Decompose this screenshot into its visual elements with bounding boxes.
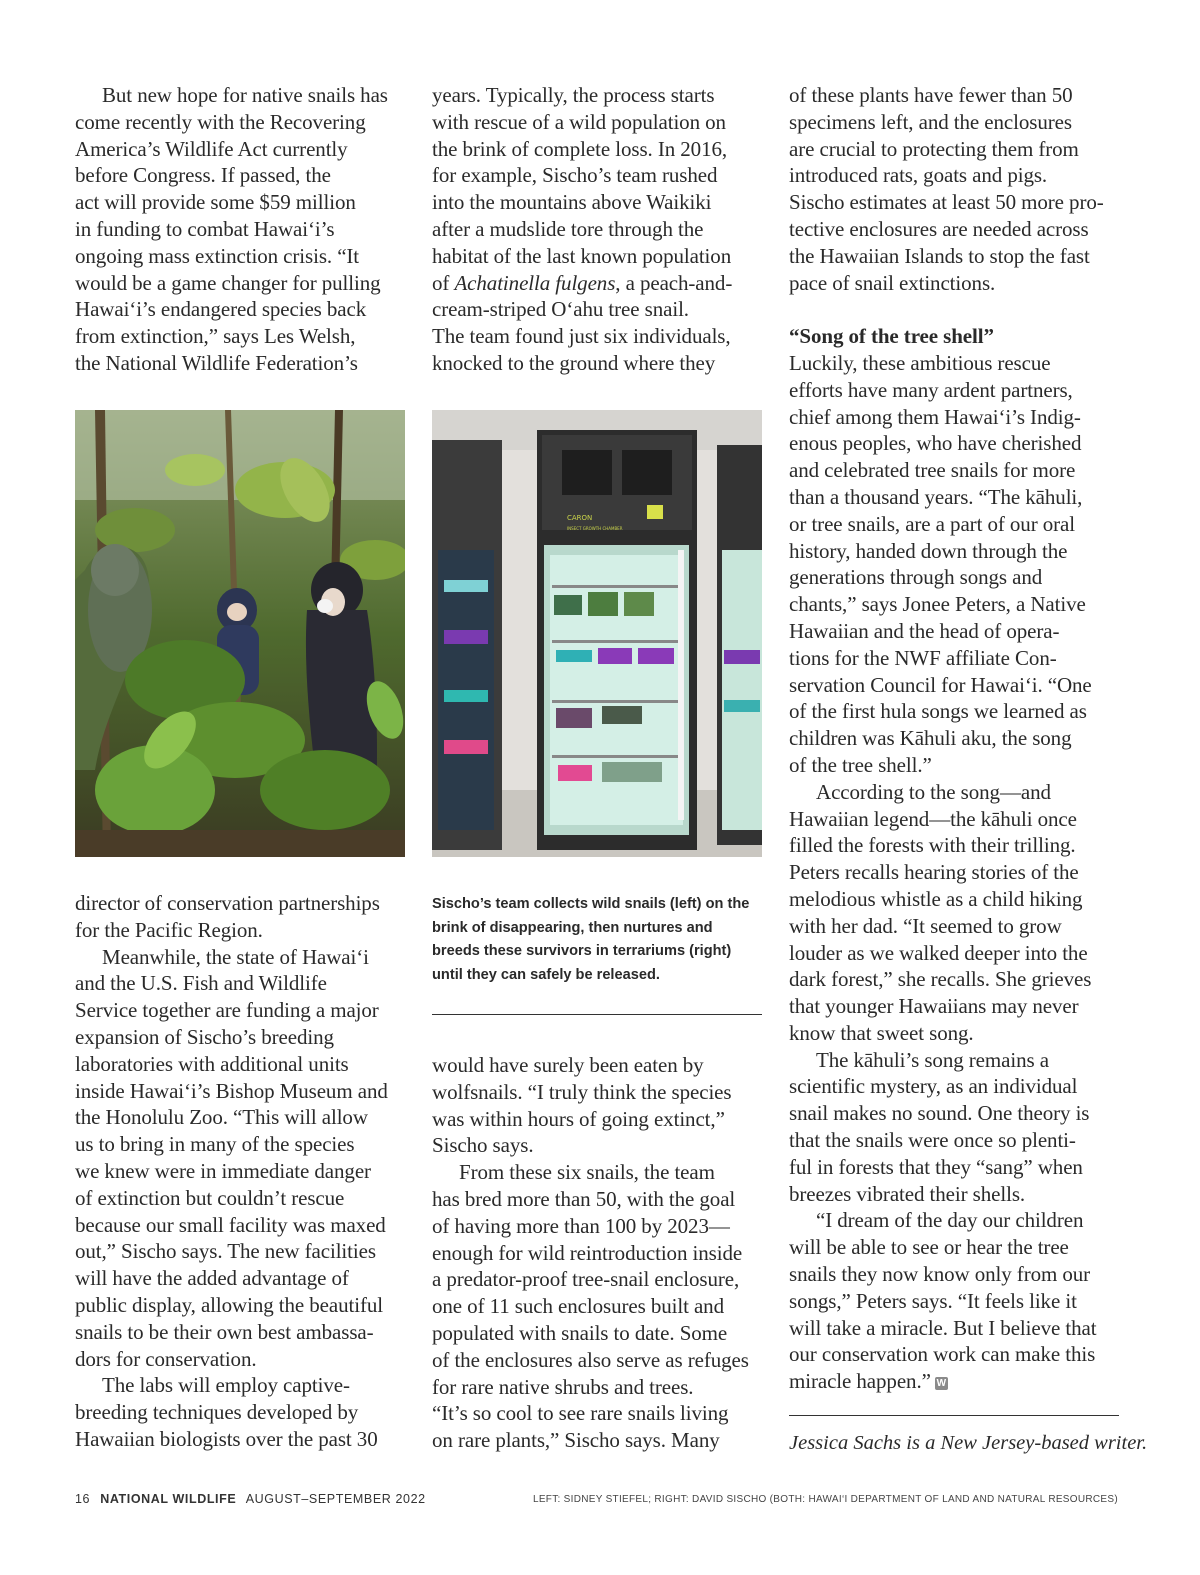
text-line: From these six snails, the team <box>459 1160 715 1185</box>
text-line: “It’s so cool to see rare snails living <box>432 1401 729 1426</box>
text-line: pace of snail extinctions. <box>789 270 996 295</box>
text-line: us to bring in many of the species <box>75 1132 355 1157</box>
text-line: inside Hawai‘i’s Bishop Museum and <box>75 1078 388 1103</box>
spacer-line <box>789 296 1104 323</box>
text-line: The labs will employ captive- <box>102 1373 350 1398</box>
text-line: because our small facility was maxed <box>75 1212 386 1237</box>
text-line: the Honolulu Zoo. “This will allow <box>75 1105 368 1130</box>
text-line: will have the added advantage of <box>75 1266 349 1291</box>
text-line: cream-striped O‘ahu tree snail. <box>432 297 689 322</box>
text-line: knocked to the ground where they <box>432 350 716 375</box>
text-line: know that sweet song. <box>789 1020 974 1045</box>
text-line: on rare plants,” Sischo says. Many <box>432 1428 720 1453</box>
text-line: melodious whistle as a child hiking <box>789 886 1083 911</box>
text-line: tective enclosures are needed across <box>789 216 1089 241</box>
text-line: and the U.S. Fish and Wildlife <box>75 971 327 996</box>
text-line: The team found just six individuals, <box>432 324 731 349</box>
text-line: will take a miracle. But I believe that <box>789 1315 1097 1340</box>
forest-illustration <box>75 410 405 857</box>
text-line: chief among them Hawai‘i’s Indig- <box>789 404 1081 429</box>
byline-divider <box>789 1415 1119 1416</box>
text-line: has bred more than 50, with the goal <box>432 1186 736 1211</box>
text-line: our conservation work can make this <box>789 1342 1096 1367</box>
text-line: we knew were in immediate danger <box>75 1158 371 1183</box>
text-line: for the Pacific Region. <box>75 917 263 942</box>
text-line: of these plants have fewer than 50 <box>789 83 1073 107</box>
text-line: was within hours of going extinct,” <box>432 1106 725 1131</box>
column-2-bottom <box>432 1052 749 1454</box>
text-line: come recently with the Recovering <box>75 109 366 134</box>
subheading: “Song of the tree shell” <box>789 324 994 349</box>
text-line <box>789 1368 1104 1395</box>
text-line: are crucial to protecting them from <box>789 136 1079 161</box>
text-line: According to the song—and <box>816 779 1051 804</box>
photo-caption: Sischo’s team collects wild snails (left) on the brink of disappearing, then nurtures and breeds these survivors in terrariums (right) until they can safely be released. <box>432 896 750 983</box>
column-1-top <box>75 82 388 377</box>
text-line: into the mountains above Waikiki <box>432 190 712 215</box>
column-1-bottom <box>75 890 388 1453</box>
column-2-top <box>432 82 732 377</box>
text-line: filled the forests with their trilling. <box>789 833 1076 858</box>
text-line: Meanwhile, the state of Hawai‘i <box>102 944 369 969</box>
text-line: a predator-proof tree-snail enclosure, <box>432 1267 740 1292</box>
text-line: Hawai‘i’s endangered species back <box>75 297 367 322</box>
text-line: that the snails were once so plenti- <box>789 1128 1076 1153</box>
text-line: from extinction,” says Les Welsh, <box>75 324 356 349</box>
photo-credits: LEFT: SIDNEY STIEFEL; RIGHT: DAVID SISCHO (BOTH: HAWAI‘I DEPARTMENT OF LAND AND NATURAL RESOURCES) <box>532 1494 1118 1505</box>
text-line: the National Wildlife Federation’s <box>75 350 358 375</box>
column-3 <box>789 82 1104 1395</box>
text-line: or tree snails, are a part of our oral <box>789 511 1075 536</box>
caption-divider <box>432 1014 762 1015</box>
text-line: Hawaiian and the head of opera- <box>789 618 1060 643</box>
text-line: would be a game changer for pulling <box>75 270 381 295</box>
text-line: ongoing mass extinction crisis. “It <box>75 243 360 268</box>
text-line: Service together are funding a major <box>75 998 379 1023</box>
text-line: scientific mystery, as an individual <box>789 1074 1078 1099</box>
text-line: with rescue of a wild population on <box>432 109 726 134</box>
text-line: for example, Sischo’s team rushed <box>432 163 718 188</box>
issue-date: AUGUST–SEPTEMBER 2022 <box>245 1492 426 1506</box>
text-line: servation Council for Hawai‘i. “One <box>789 672 1092 697</box>
chamber-model-label: INSECT GROWTH CHAMBER <box>567 526 623 531</box>
page-footer <box>75 1492 426 1506</box>
photo-forest-snail-collection <box>75 410 405 857</box>
photo-growth-chambers <box>432 410 762 857</box>
text-line: will be able to see or hear the tree <box>789 1235 1069 1260</box>
text-line: of having more than 100 by 2023— <box>432 1213 730 1238</box>
chamber-illustration <box>432 410 762 857</box>
text-line: dark forest,” she recalls. She grieves <box>789 967 1092 992</box>
text-run: miracle happen.” <box>789 1369 931 1394</box>
text-line: of the enclosures also serve as refuges <box>432 1347 749 1372</box>
text-line: dors for conservation. <box>75 1346 257 1371</box>
text-line: history, handed down through the <box>789 538 1068 563</box>
text-line: act will provide some $59 million <box>75 190 356 215</box>
text-line: Sischo estimates at least 50 more pro- <box>789 190 1104 215</box>
text-line: expansion of Sischo’s breeding <box>75 1024 334 1049</box>
byline: Jessica Sachs is a New Jersey-based writer. <box>789 1432 1148 1454</box>
text-line: snails they now know only from our <box>789 1262 1091 1287</box>
text-line: with her dad. “It seemed to grow <box>789 913 1062 938</box>
text-line: Sischo says. <box>432 1133 534 1158</box>
text-line: laboratories with additional units <box>75 1051 349 1076</box>
text-line: efforts have many ardent partners, <box>789 377 1073 402</box>
text-line: the brink of complete loss. In 2016, <box>432 136 728 161</box>
text-line: of the first hula songs we learned as <box>789 699 1087 724</box>
text-line: generations through songs and <box>789 565 1043 590</box>
text-line: one of 11 such enclosures built and <box>432 1294 724 1319</box>
text-line: public display, allowing the beautiful <box>75 1292 384 1317</box>
text-line: Luckily, these ambitious rescue <box>789 350 1051 375</box>
text-line: that younger Hawaiians may never <box>789 994 1079 1019</box>
text-line: Peters recalls hearing stories of the <box>789 860 1079 885</box>
text-line: songs,” Peters says. “It feels like it <box>789 1288 1077 1313</box>
text-line: snails to be their own best ambassa- <box>75 1319 374 1344</box>
text-line: would have surely been eaten by <box>432 1053 704 1077</box>
text-line: enous peoples, who have cherished <box>789 431 1082 456</box>
text-line: Hawaiian biologists over the past 30 <box>75 1426 378 1451</box>
text-line: ful in forests that they “sang” when <box>789 1154 1083 1179</box>
text-line <box>432 270 732 297</box>
text-line: director of conservation partnerships <box>75 891 380 915</box>
publication-name: NATIONAL WILDLIFE <box>100 1492 237 1506</box>
text-line: But new hope for native snails has <box>102 83 388 107</box>
text-line: the Hawaiian Islands to stop the fast <box>789 243 1090 268</box>
species-name: Achatinella fulgens <box>454 270 616 295</box>
page-number: 16 <box>75 1492 91 1506</box>
text-line: The kāhuli’s song remains a <box>816 1047 1049 1072</box>
text-line: Hawaiian legend—the kāhuli once <box>789 806 1077 831</box>
text-run: , a peach-and- <box>615 270 733 295</box>
text-line: populated with snails to date. Some <box>432 1320 728 1345</box>
text-line: snail makes no sound. One theory is <box>789 1101 1090 1126</box>
text-line: America’s Wildlife Act currently <box>75 136 348 161</box>
text-line: than a thousand years. “The kāhuli, <box>789 484 1083 509</box>
text-line: of the tree shell.” <box>789 752 932 777</box>
text-line: chants,” says Jonee Peters, a Native <box>789 592 1086 617</box>
text-line: habitat of the last known population <box>432 243 732 268</box>
text-line: specimens left, and the enclosures <box>789 109 1072 134</box>
text-line: wolfsnails. “I truly think the species <box>432 1079 732 1104</box>
text-line: breezes vibrated their shells. <box>789 1181 1026 1206</box>
text-line: tions for the NWF affiliate Con- <box>789 645 1057 670</box>
chamber-brand-label: CARON <box>567 514 593 522</box>
text-line: and celebrated tree snails for more <box>789 458 1076 483</box>
text-run: of <box>432 270 455 295</box>
text-line: years. Typically, the process starts <box>432 83 715 107</box>
text-line: before Congress. If passed, the <box>75 163 331 188</box>
text-line: enough for wild reintroduction inside <box>432 1240 743 1265</box>
text-line: of extinction but couldn’t rescue <box>75 1185 345 1210</box>
end-mark-icon: W <box>936 1378 946 1390</box>
text-line: out,” Sischo says. The new facilities <box>75 1239 376 1264</box>
text-line: for rare native shrubs and trees. <box>432 1374 694 1399</box>
text-line: in funding to combat Hawai‘i’s <box>75 216 335 241</box>
text-line: breeding techniques developed by <box>75 1400 359 1425</box>
text-line: introduced rats, goats and pigs. <box>789 163 1048 188</box>
text-line: after a mudslide tore through the <box>432 216 704 241</box>
text-line: “I dream of the day our children <box>816 1208 1084 1233</box>
text-line: louder as we walked deeper into the <box>789 940 1088 965</box>
text-line: children was Kāhuli aku, the song <box>789 726 1072 751</box>
